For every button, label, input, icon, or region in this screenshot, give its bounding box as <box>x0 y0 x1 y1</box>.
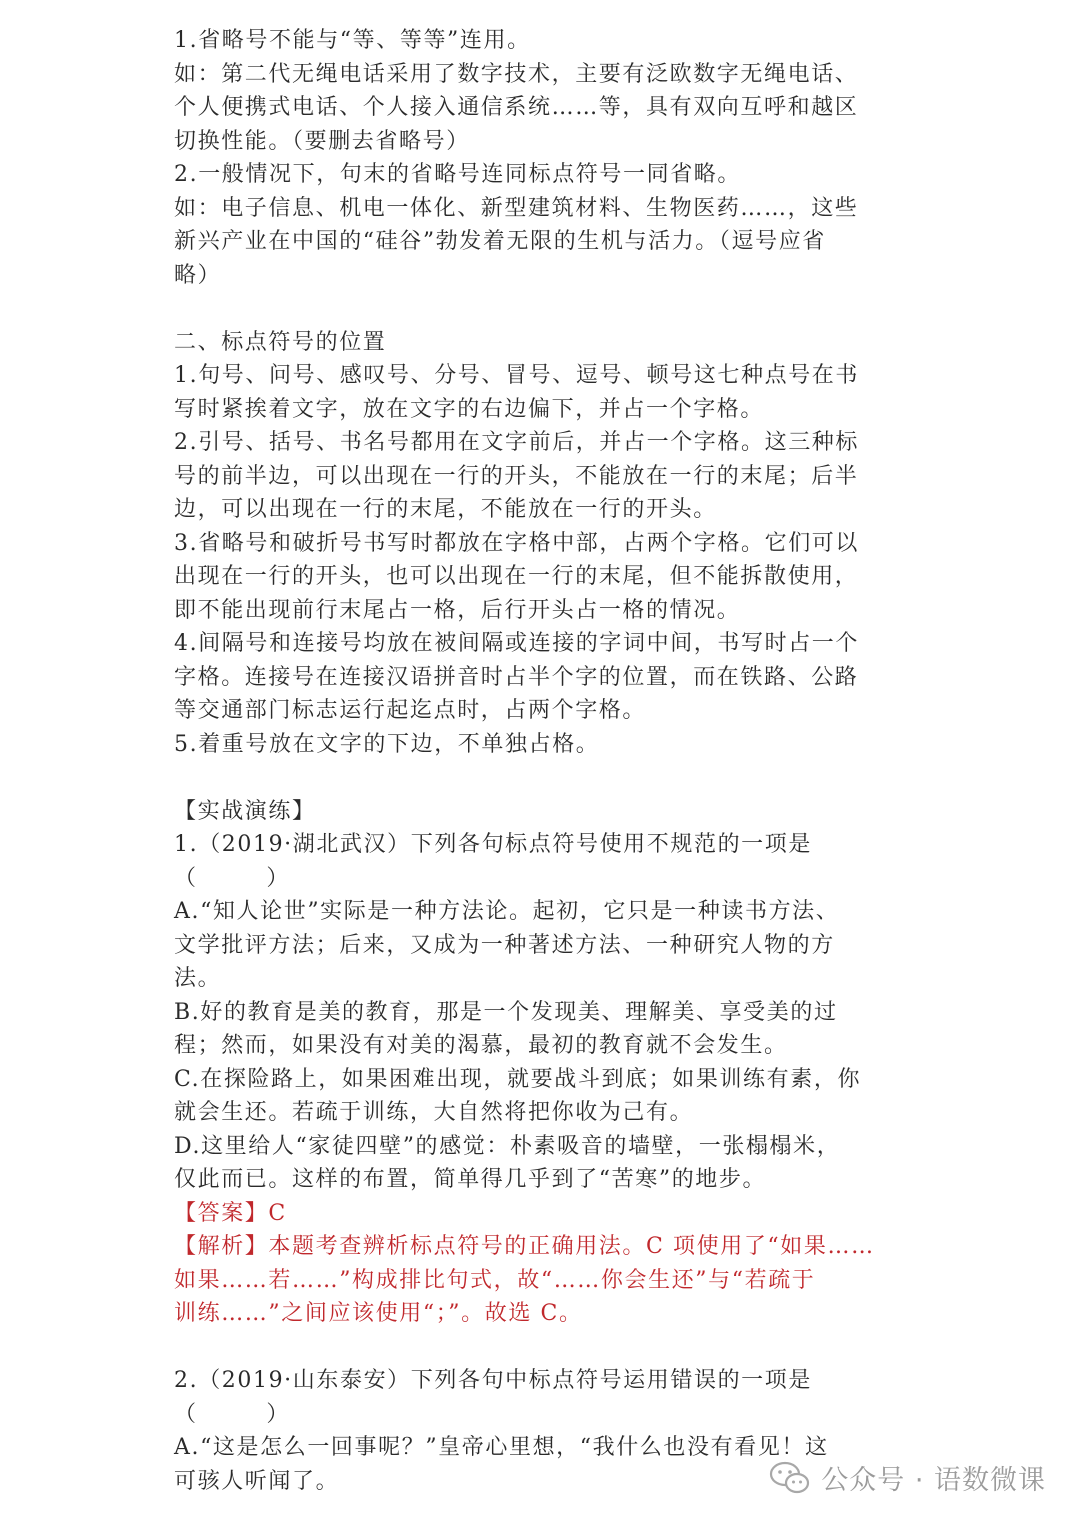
section-heading: 二、标点符号的位置 <box>174 329 387 355</box>
text-line: 4.间隔号和连接号均放在被间隔或连接的字词中间，书写时占一个 <box>174 631 859 656</box>
text-line: 2.引号、括号、书名号都用在文字前后，并占一个字格。这三种标 <box>174 430 859 455</box>
blank-line <box>174 761 894 795</box>
blank-line <box>174 1331 894 1365</box>
analysis-line: 训练……”之间应该使用“；”。故选 C。 <box>174 1301 583 1326</box>
text-line: 写时紧挨着文字，放在文字的右边偏下，并占一个字格。 <box>174 396 765 422</box>
option-line: 仅此而已。这样的布置，简单得几乎到了“苦寒”的地步。 <box>174 1167 767 1192</box>
document-body <box>174 24 894 1498</box>
text-line: 个人便携式电话、个人接入通信系统……等，具有双向互呼和越区 <box>174 95 859 120</box>
wechat-icon <box>769 1460 811 1496</box>
watermark-text: 公众号 · 语数微课 <box>821 1465 1046 1496</box>
option-line: 文学批评方法；后来，又成为一种著述方法、一种研究人物的方 <box>174 932 835 958</box>
text-line: 如：第二代无绳电话采用了数字技术，主要有泛欧数字无绳电话、 <box>174 61 859 87</box>
text-line: 5.着重号放在文字的下边，不单独占格。 <box>174 731 600 757</box>
option-line: D.这里给人“家徒四壁”的感觉：朴素吸音的墙壁，一张榻榻米， <box>174 1133 841 1159</box>
text-line: 略） <box>174 262 222 288</box>
text-line: 如：电子信息、机电一体化、新型建筑材料、生物医药……，这些 <box>174 195 859 221</box>
answer-blank: （ ） <box>174 865 290 891</box>
option-line: 就会生还。若疏于训练，大自然将把你收为己有。 <box>174 1100 694 1125</box>
text-line: 3.省略号和破折号书写时都放在字格中部，占两个字格。它们可以 <box>174 530 859 556</box>
text-line: 字格。连接号在连接汉语拼音时占半个字的位置，而在铁路、公路 <box>174 664 859 690</box>
option-line: A.“这是怎么一回事呢？”皇帝心里想，“我什么也没有看见！这 <box>174 1435 829 1460</box>
analysis-line: 如果……若……”构成排比句式，故“……你会生还”与“若疏于 <box>174 1267 816 1293</box>
text-line: 等交通部门标志运行起迄点时，占两个字格。 <box>174 698 647 723</box>
question-line: 2.（2019·山东泰安）下列各句中标点符号运用错误的一项是 <box>174 1368 812 1393</box>
option-line: A.“知人论世”实际是一种方法论。起初，它只是一种读书方法、 <box>174 899 840 924</box>
text-line: 出现在一行的开头，也可以出现在一行的末尾，但不能拆散使用， <box>174 564 859 589</box>
text-line: 即不能出现前行末尾占一格，后行开头占一格的情况。 <box>174 597 741 623</box>
text-line: 边，可以出现在一行的末尾，不能放在一行的开头。 <box>174 497 717 522</box>
option-line: 可骇人听闻了。 <box>174 1468 340 1494</box>
answer-line: 【答案】C <box>174 1200 287 1226</box>
option-line: B.好的教育是美的教育，那是一个发现美、理解美、享受美的过 <box>174 999 838 1025</box>
option-line: 程；然而，如果没有对美的渴慕，最初的教育就不会发生。 <box>174 1033 788 1058</box>
text-line: 新兴产业在中国的“硅谷”勃发着无限的生机与活力。（逗号应省 <box>174 229 826 254</box>
option-line: 法。 <box>174 966 222 991</box>
analysis-line: 【解析】本题考查辨析标点符号的正确用法。C 项使用了“如果…… <box>174 1234 875 1259</box>
answer-blank: （ ） <box>174 1401 290 1427</box>
text-line: 2.一般情况下，句末的省略号连同标点符号一同省略。 <box>174 162 741 187</box>
text-line: 1.省略号不能与“等、等等”连用。 <box>174 28 531 53</box>
text-line: 号的前半边，可以出现在一行的开头，不能放在一行的末尾；后半 <box>174 463 859 489</box>
watermark <box>769 1458 1046 1497</box>
option-line: C.在探险路上，如果困难出现，就要战斗到底；如果训练有素，你 <box>174 1066 862 1092</box>
section-heading: 【实战演练】 <box>174 798 316 824</box>
question-line: 1.（2019·湖北武汉）下列各句标点符号使用不规范的一项是 <box>174 832 812 857</box>
blank-line <box>174 292 894 326</box>
text-line: 切换性能。（要删去省略号） <box>174 128 470 154</box>
text-line: 1.句号、问号、感叹号、分号、冒号、逗号、顿号这七种点号在书 <box>174 363 859 388</box>
